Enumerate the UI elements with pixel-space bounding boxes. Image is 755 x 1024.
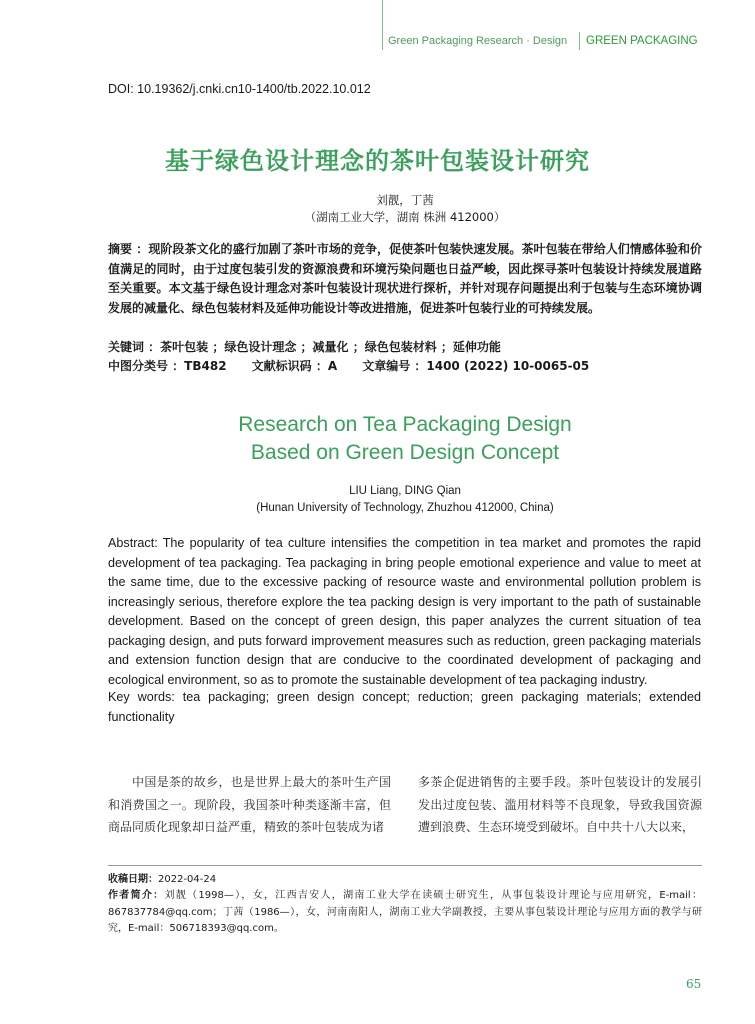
- clc-number: 中图分类号 ：TB482: [108, 359, 227, 373]
- abstract-english: Abstract: The popularity of tea culture intensifies the competition in tea market and promotes the rapid development of tea packaging. Tea packaging in bring people emotional experience and value to meet at the same time, due to the excessive packing of resource waste and environmental pollution problem is increasingly serious, therefore explore the tea packing design is very important to the path of sustainable development. Based on the concept of green design, this paper analyzes the current situation of tea packaging design, and puts forward improvement measures such as reduction, green packaging materials and extension function design that are conducive to the coordinated development of packaging and ecological environment, so as to promote the sustainable development of tea packaging industry.: [108, 536, 701, 687]
- doi: DOI: 10.19362/j.cnki.cn10-1400/tb.2022.10.012: [108, 82, 371, 96]
- keywords-chinese: 关键词 ：茶叶包装 ；绿色设计理念 ；减量化 ；绿色包装材料 ；延伸功能: [108, 340, 501, 354]
- header-divider-left: [382, 0, 383, 50]
- received-date: 2022-04-24: [158, 874, 217, 885]
- body-column-left: 中国是茶的故乡，也是世界上最大的茶叶生产国和消费国之一。现阶段，我国茶叶种类逐渐丰富，但商品同质化现象却日益严重，精致的茶叶包装成为诸: [108, 775, 391, 835]
- title-chinese: 基于绿色设计理念的茶叶包装设计研究: [165, 147, 590, 175]
- footnote-author-info: [108, 888, 702, 938]
- title-english-line2: Based on Green Design Concept: [250, 441, 560, 464]
- title-english-line1: Research on Tea Packaging Design: [238, 413, 572, 436]
- classification-chinese: [108, 357, 589, 374]
- footnote-received: [108, 872, 702, 889]
- page-number: 65: [686, 977, 702, 991]
- journal-section: Green Packaging Research · Design: [388, 35, 568, 47]
- affiliation-chinese: （湖南工业大学，湖南 株洲 412000）: [304, 210, 506, 224]
- keywords-english: Key words: tea packaging; green design concept; reduction; green packaging materials; extended functionality: [108, 690, 701, 724]
- body-column-right: 多茶企促进销售的主要手段。茶叶包装设计的发展引发出过度包装、滥用材料等不良现象，导致我国资源遭到浪费、生态环境受到破坏。自中共十八大以来，: [418, 775, 702, 835]
- abstract-chinese-label: 摘要 ：: [108, 242, 149, 256]
- document-code: 文献标识码 ：A: [251, 359, 338, 373]
- article-number: 文章编号 ：1400 (2022) 10-0065-05: [362, 359, 590, 373]
- authors-chinese: 刘靓，丁茜: [376, 193, 434, 207]
- journal-name: GREEN PACKAGING: [586, 35, 698, 47]
- author-info-label: 作者简介：: [108, 890, 165, 901]
- header-divider-right: [579, 32, 580, 50]
- affiliation-english: (Hunan University of Technology, Zhuzhou 412000, China): [256, 502, 554, 514]
- abstract-chinese: [108, 240, 702, 318]
- received-label: 收稿日期：: [108, 874, 158, 885]
- title-english: [0, 411, 755, 467]
- author-info-text: 刘靓（1998—），女，江西吉安人，湖南工业大学在读硕士研究生，从事包装设计理论与应用研究，E-mail：867837784@qq.com；丁茜（1986—），女，河南南阳人，湖南工业大学副教授，主要从事包装设计理论与应用方面的教学与研究，E-mail：506718393@qq.com。: [108, 890, 702, 934]
- authors-english: LIU Liang, DING Qian: [349, 485, 461, 497]
- footnote-divider: [108, 865, 702, 866]
- abstract-chinese-text: 现阶段茶文化的盛行加剧了茶叶市场的竞争，促使茶叶包装快速发展。茶叶包装在带给人们情感体验和价值满足的同时，由于过度包装引发的资源浪费和环境污染问题也日益严峻，因此探寻茶叶包装设计持续发展道路至关重要。本文基于绿色设计理念对茶叶包装设计现状进行探析，并针对现存问题提出利于包装与生态环境协调发展的减量化、绿色包装材料及延伸功能设计等改进措施，促进茶叶包装行业的可持续发展。: [108, 242, 702, 315]
